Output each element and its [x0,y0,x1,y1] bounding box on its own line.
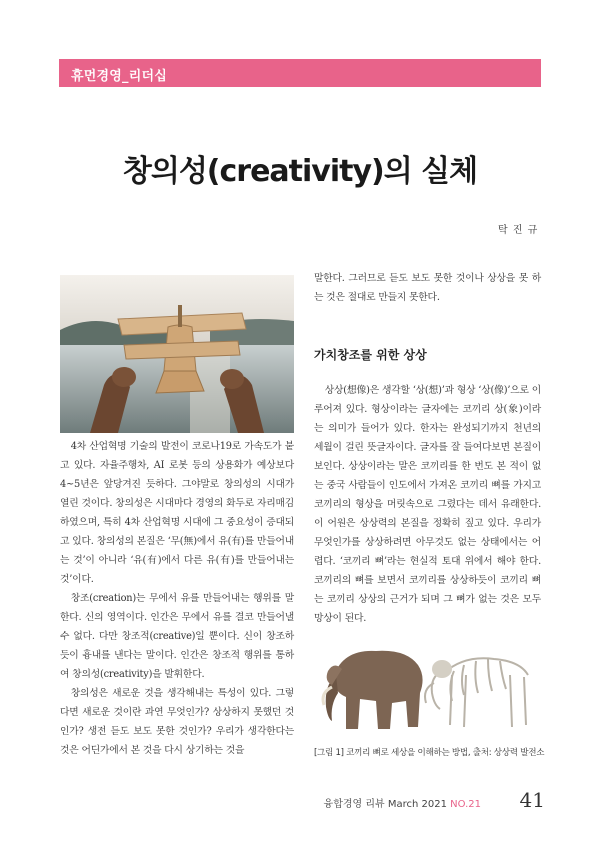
body-column-left [60,437,294,760]
section-subheading: 가치창조를 위한 상상 [314,348,427,362]
article-photo-toy-airplane [60,275,294,433]
body-column-right-top [314,269,541,307]
article-title: 창의성(creativity)의 실체 [122,154,478,189]
paragraph: 말한다. 그러므로 듣도 보도 못한 것이나 상상을 못 하는 것은 절대로 만들지 못한다. [314,273,541,303]
paragraph: 상상(想像)은 생각할 ‘상(想)’과 형상 ‘상(像)’으로 이루어져 있다. 형상이라는 글자에는 코끼리 상(象)이라는 의미가 들어가 있다. 한자는 완성되기까지 천년의 세월이 걸린 뜻글자이다. 글자를 잘 들여다보면 본질이 보인다. 상상이라는 말은 코끼리를 한 번도 본 적이 없는 중국 사람들이 인도에서 가져온 코끼리 뼈를 가지고 코끼리의 형상을 머릿속으로 그렸다는 데서 유래한다. 이 어원은 상상력의 본질을 정확히 짚고 있다. 우리가 무엇인가를 상상하려면 아무것도 없는 상태에서는 어렵다. ‘코끼리 뼈’라는 현실적 토대 위에서 해야 한다. 코끼리의 뼈를 보면서 코끼리를 상상하듯이 코끼리 뼈는 코끼리 상상의 근거가 되며 그 뼈가 없는 것은 모두 망상이 된다. [314,385,541,624]
figure-caption: [그림 1] 코끼리 뼈로 세상을 이해하는 방법, 출처: 상상력 발전소 [314,748,545,758]
paragraph: 창의성은 새로운 것을 생각해내는 특성이 있다. 그렇다면 새로운 것이란 과연 무엇인가? 상상하지 못했던 것인가? 생전 듣도 보도 못한 것인가? 우리가 생각한다는 것은 어딘가에서 본 것을 다시 상기하는 것을 [60,688,294,756]
publication-name: 융합경영 리뷰 March 2021 [323,799,451,810]
section-header-bar [59,59,541,87]
page-number: 41 [519,788,545,812]
figure-elephant-skeleton [314,635,541,741]
publication-info [324,795,481,810]
author-name: 탁 진 규 [498,225,539,236]
issue-number: NO.21 [450,799,481,810]
paragraph: 창조(creation)는 무에서 유를 만들어내는 행위를 말한다. 신의 영역이다. 인간은 무에서 유를 결코 만들어낼 수 없다. 다만 창조적(creative)일 뿐이다. 신이 창조하듯이 흉내를 낸다는 말이다. 인간은 창조적 행위를 통하여 창의성(creativity)을 발휘한다. [60,593,294,680]
section-label: 휴먼경영_리더십 [71,69,168,84]
page-footer [323,788,545,814]
elephant-skeleton-illustration [314,635,541,741]
toy-airplane-illustration [60,275,294,433]
paragraph: 4차 산업혁명 기술의 발전이 코로나19로 가속도가 붙고 있다. 자율주행차, AI 로봇 등의 상용화가 예상보다 4~5년은 앞당겨진 듯하다. 그야말로 창의성의 시대가 열린 것이다. 창의성은 시대마다 경영의 화두로 자리매김하였으며, 특히 4차 산업혁명 시대에 그 중요성이 증대되고 있다. 창의성의 본질은 ‘무(無)에서 유(有)를 만들어내는 것’이 아니라 ‘유(有)에서 다른 유(有)를 만들어내는 것’이다. [60,441,294,585]
body-column-right [314,381,541,628]
